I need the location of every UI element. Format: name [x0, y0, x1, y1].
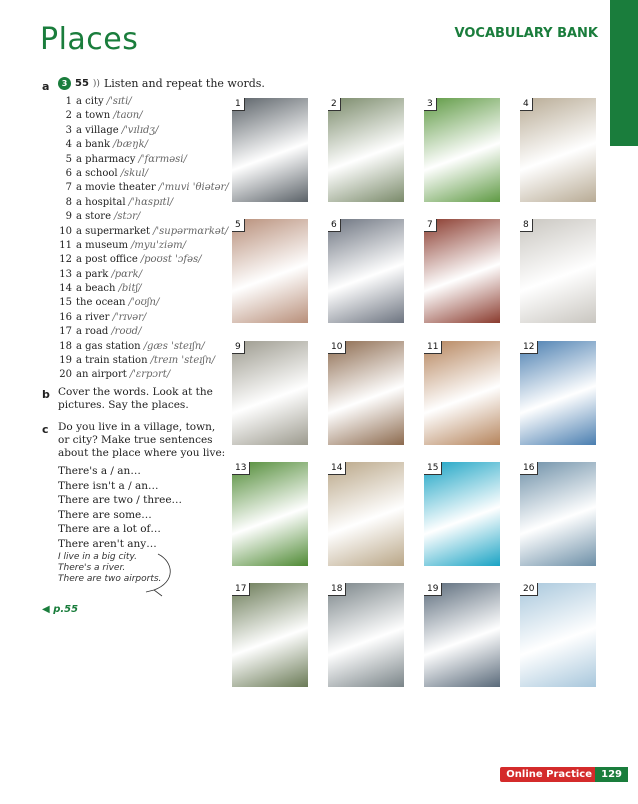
word-text: a park: [76, 268, 109, 280]
place-photo: [328, 583, 404, 687]
photo-number: 11: [424, 341, 442, 354]
place-photo: [520, 462, 596, 566]
word-pronunciation: /'muvi 'θiətər/: [158, 182, 229, 194]
word-item: [58, 225, 228, 239]
word-pronunciation: /'vɪlɪdʒ/: [121, 124, 159, 136]
sentence-frame: There are some…: [58, 508, 152, 521]
photo-number: 10: [328, 341, 346, 354]
word-pronunciation: /skul/: [120, 167, 149, 179]
word-item: [58, 325, 228, 339]
word-item: [58, 296, 228, 310]
word-number: 17: [59, 326, 72, 338]
word-item: [58, 210, 228, 224]
word-text: a post office: [76, 254, 138, 266]
word-pronunciation: /bæŋk/: [113, 139, 149, 151]
word-pronunciation: /poʊst 'ɔfəs/: [140, 254, 202, 266]
audio-track-number: 55: [75, 78, 89, 89]
place-photo: [424, 98, 500, 202]
word-number: 8: [65, 196, 72, 208]
place-photo: [520, 219, 596, 323]
word-pronunciation: /pɑrk/: [111, 268, 143, 280]
place-photo: [328, 341, 404, 445]
word-number: 3: [65, 124, 72, 136]
word-number: 14: [59, 283, 72, 295]
word-number: 11: [59, 239, 72, 251]
word-pronunciation: /'oʊʃn/: [128, 297, 160, 309]
word-item: [58, 109, 228, 123]
page-number: 129: [595, 767, 628, 782]
photo-number: 18: [328, 583, 346, 596]
word-item: [58, 253, 228, 267]
word-number: 10: [59, 225, 72, 237]
word-number: 9: [65, 211, 72, 223]
word-number: 2: [65, 110, 72, 122]
example-line: I live in a big city.: [58, 552, 137, 562]
word-number: 7: [65, 182, 72, 194]
word-text: a city: [76, 96, 104, 107]
place-photo: [232, 462, 308, 566]
word-pronunciation: /'supərmɑrkət/: [153, 225, 229, 237]
word-item: [58, 268, 228, 282]
place-photo: [424, 219, 500, 323]
sentence-frame: There are a lot of…: [58, 523, 161, 535]
word-text: a pharmacy: [76, 153, 136, 165]
word-item: [58, 181, 228, 195]
word-text: a beach: [76, 283, 116, 295]
place-photo: [424, 462, 500, 566]
word-item: [58, 354, 228, 368]
word-pronunciation: /'rɪvər/: [112, 311, 147, 323]
example-line: There's a river.: [58, 563, 126, 573]
word-item: [58, 153, 228, 167]
online-practice-badge[interactable]: Online Practice: [500, 767, 598, 782]
place-photo: [232, 583, 308, 687]
word-pronunciation: /bitʃ/: [118, 283, 142, 295]
place-photo: [424, 583, 500, 687]
word-number: 5: [65, 153, 72, 165]
word-pronunciation: /'hɑspɪtl/: [128, 196, 174, 208]
place-photo: [520, 341, 596, 445]
photo-number: 3: [424, 98, 437, 111]
place-photo: [232, 219, 308, 323]
word-pronunciation: /'fɑrməsi/: [138, 153, 187, 165]
word-list: [58, 95, 228, 383]
word-pronunciation: /gæs 'steɪʃn/: [143, 340, 205, 352]
photo-number: 1: [232, 98, 245, 111]
word-pronunciation: /roʊd/: [111, 326, 142, 338]
word-item: [58, 167, 228, 181]
word-text: a train station: [76, 355, 148, 367]
place-photo: [328, 219, 404, 323]
sentence-frame: There's a / an…: [58, 465, 141, 477]
place-photo: [232, 341, 308, 445]
word-number: 6: [65, 167, 72, 179]
speech-bubble-tail-icon: [140, 552, 180, 597]
word-number: 18: [59, 340, 72, 352]
word-pronunciation: /'ɛrpɔrt/: [129, 369, 171, 381]
place-photo: [232, 98, 308, 202]
word-text: a hospital: [76, 196, 126, 208]
photo-number: 15: [424, 462, 442, 475]
word-pronunciation: /stɔr/: [114, 211, 141, 223]
word-text: a river: [76, 311, 110, 323]
photo-number: 2: [328, 98, 341, 111]
exercise-letter-c: c: [42, 423, 49, 436]
page-reference-link[interactable]: ◀ p.55: [42, 604, 79, 615]
photo-number: 17: [232, 583, 250, 596]
word-text: a town: [76, 110, 111, 122]
word-pronunciation: /myu'ziəm/: [131, 239, 186, 251]
instruction-text: Listen and repeat the words.: [103, 77, 265, 90]
exercise-a-instruction: [58, 77, 265, 90]
word-text: a museum: [76, 239, 129, 251]
place-photo: [328, 462, 404, 566]
word-text: a bank: [76, 139, 111, 151]
photo-number: 7: [424, 219, 437, 232]
place-photo: [424, 341, 500, 445]
photo-number: 5: [232, 219, 245, 232]
arrow-left-icon: ◀: [42, 604, 50, 615]
sound-icon[interactable]: )): [92, 78, 100, 89]
photo-number: 4: [520, 98, 533, 111]
word-text: a road: [76, 326, 109, 338]
word-pronunciation: /treɪn 'steɪʃn/: [150, 355, 215, 367]
word-item: [58, 196, 228, 210]
photo-number: 16: [520, 462, 538, 475]
audio-disc-icon[interactable]: 3: [58, 77, 71, 90]
exercise-c-instruction: Do you live in a village, town, or city? Make true sentences about the place where you live:: [58, 421, 226, 459]
photo-number: 20: [520, 583, 538, 596]
word-number: 19: [59, 355, 72, 367]
word-number: 13: [59, 268, 72, 280]
photo-number: 9: [232, 341, 245, 354]
word-text: an airport: [76, 369, 127, 381]
word-number: 12: [59, 254, 72, 266]
exercise-letter-a: a: [42, 80, 50, 93]
sentence-frames: [58, 464, 182, 551]
word-item: [58, 95, 228, 109]
word-text: a store: [76, 211, 112, 223]
photo-number: 12: [520, 341, 538, 354]
place-photo: [520, 98, 596, 202]
word-item: [58, 282, 228, 296]
word-pronunciation: /'sɪti/: [106, 96, 132, 107]
word-item: [58, 239, 228, 253]
word-text: a school: [76, 167, 118, 179]
exercise-letter-b: b: [42, 388, 50, 401]
word-pronunciation: /taʊn/: [113, 110, 143, 122]
photo-number: 19: [424, 583, 442, 596]
section-heading: VOCABULARY BANK: [454, 26, 598, 41]
exercise-b-instruction: Cover the words. Look at the pictures. Say the places.: [58, 386, 213, 411]
sentence-frame: There isn't a / an…: [58, 479, 159, 492]
word-text: a movie theater: [76, 182, 156, 194]
word-number: 16: [59, 311, 72, 323]
word-item: [58, 311, 228, 325]
place-photo: [520, 583, 596, 687]
place-photo: [328, 98, 404, 202]
word-item: [58, 340, 228, 354]
photo-number: 8: [520, 219, 533, 232]
corner-tab: [610, 0, 638, 146]
word-item: [58, 124, 228, 138]
sentence-frame: There aren't any…: [58, 537, 157, 550]
word-number: 20: [59, 369, 72, 381]
word-item: [58, 138, 228, 152]
word-number: 4: [65, 139, 72, 151]
word-text: the ocean: [76, 297, 126, 309]
photo-number: 14: [328, 462, 346, 475]
page-title: Places: [40, 22, 139, 57]
example-line: There are two airports.: [58, 574, 162, 584]
photo-number: 13: [232, 462, 250, 475]
word-number: 15: [59, 297, 72, 309]
photo-number: 6: [328, 219, 341, 232]
word-number: 1: [65, 96, 72, 107]
word-text: a supermarket: [76, 225, 151, 237]
sentence-frame: There are two / three…: [58, 494, 183, 506]
word-text: a gas station: [76, 340, 141, 352]
word-item: [58, 368, 228, 382]
word-text: a village: [76, 124, 119, 136]
